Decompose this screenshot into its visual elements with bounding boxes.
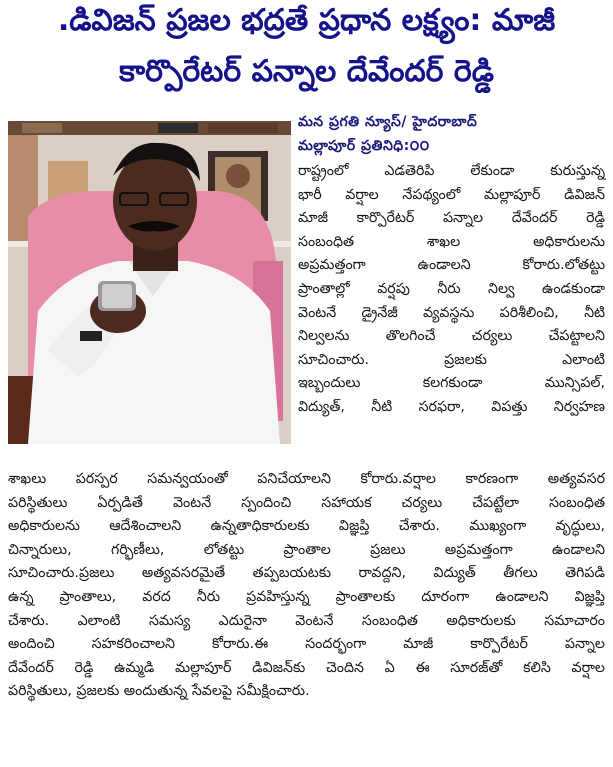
body-line: సూచించారు.ప్రజలు అత్యవసరమైతే తప్పబయటకు రావద్దని, విద్యుత్ తీగలు తెగిపడి — [8, 565, 605, 582]
article-body-narrow — [298, 160, 605, 420]
body-line: దేవేందర్ రెడ్డి ఉమ్మడి మల్లాపూర్ డివిజన్‌కు చెందిన ఏ ఈ సూరజ్‌తో కలిసి వర్షాల — [8, 659, 605, 676]
headline-line-2: కార్పొరేటర్ పన్నాల దేవేందర్ రెడ్డి — [119, 54, 494, 89]
body-line: పరిస్థితులు ఏర్పడితే వెంటనే స్పందించి సహాయక చర్యలు చేపట్టేలా సంబంధిత — [8, 494, 605, 511]
body-line: అప్రమత్తంగా ఉండాలని కోరారు.లోతట్టు — [298, 257, 605, 274]
body-line: విద్యుత్, నీటి సరఫరా, విపత్తు నిర్వహణ — [298, 398, 605, 415]
portrait-photo — [8, 121, 291, 444]
body-line: సూచించారు. ప్రజలకు ఎలాంటి — [298, 351, 605, 368]
portrait-photo-icon — [8, 121, 291, 444]
body-line: ఉన్న ప్రాంతాలు, వరద నీరు ప్రవహిస్తున్న ప్రాంతాలకు దూరంగా ఉండాలని విజ్ఞప్తి — [8, 588, 605, 605]
byline — [298, 110, 608, 158]
body-line-last: పరిస్థితులు, ప్రజలకు అందుతున్న సేవలపై సమీక్షించారు. — [8, 683, 310, 700]
body-line: మాజీ కార్పొరేటర్ పన్నాల దేవేందర్ రెడ్డి — [298, 210, 605, 227]
body-line: నిల్వలను తొలగించే చర్యలు చేపట్టాలని — [298, 328, 605, 345]
byline-line-1: మన ప్రగతి న్యూస్/ హైదరాబాద్ — [298, 114, 478, 130]
headline-line-1: .డివిజన్ ప్రజల భద్రతే ప్రధాన లక్ష్యం: మాజీ — [57, 3, 556, 38]
body-line: ప్రాంతాల్లో వర్షపు నీరు నిల్వ ఉండకుండా — [298, 280, 605, 297]
body-line: రాష్ట్రంలో ఎడతెరిపి లేకుండా కురుస్తున్న — [298, 163, 605, 179]
body-line: చిన్నారులు, గర్భిణీలు, లోతట్టు ప్రాంతాల ప్రజలు అప్రమత్తంగా ఉండాలని — [8, 541, 605, 558]
article-body-wide — [8, 468, 605, 704]
body-line: శాఖలు పరస్పర సమన్వయంతో పనిచేయాలని కోరారు.వర్షాల కారణంగా అత్యవసర — [8, 471, 605, 487]
body-line: అందించి సహకరించాలని కోరారు.ఈ సందర్భంగా మాజీ కార్పొరేటర్ పన్నాల — [8, 636, 605, 653]
byline-line-2: మల్లాపూర్ ప్రతినిధి:౦౦ — [298, 138, 430, 154]
body-line: చేశారు. ఎలాంటి సమస్య ఎదురైనా వెంటనే సంబంధిత అధికారులకు సమాచారం — [8, 612, 605, 629]
body-line: సంబంధిత శాఖల అధికారులను — [298, 233, 605, 250]
body-line: ఇబ్బందులు కలగకుండా మున్సిపల్, — [298, 375, 605, 392]
body-line: అధికారులను ఆదేశించాలని ఉన్నతాధికారులకు విజ్ఞప్తి చేశారు. ముఖ్యంగా వృద్ధులు, — [8, 518, 605, 535]
body-line: భారీ వర్షాల నేపథ్యంలో మల్లాపూర్ డివిజన్ — [298, 186, 605, 203]
body-line: వెంటనే డ్రైనేజీ వ్యవస్థను పరిశీలించి, నీటి — [298, 304, 605, 321]
